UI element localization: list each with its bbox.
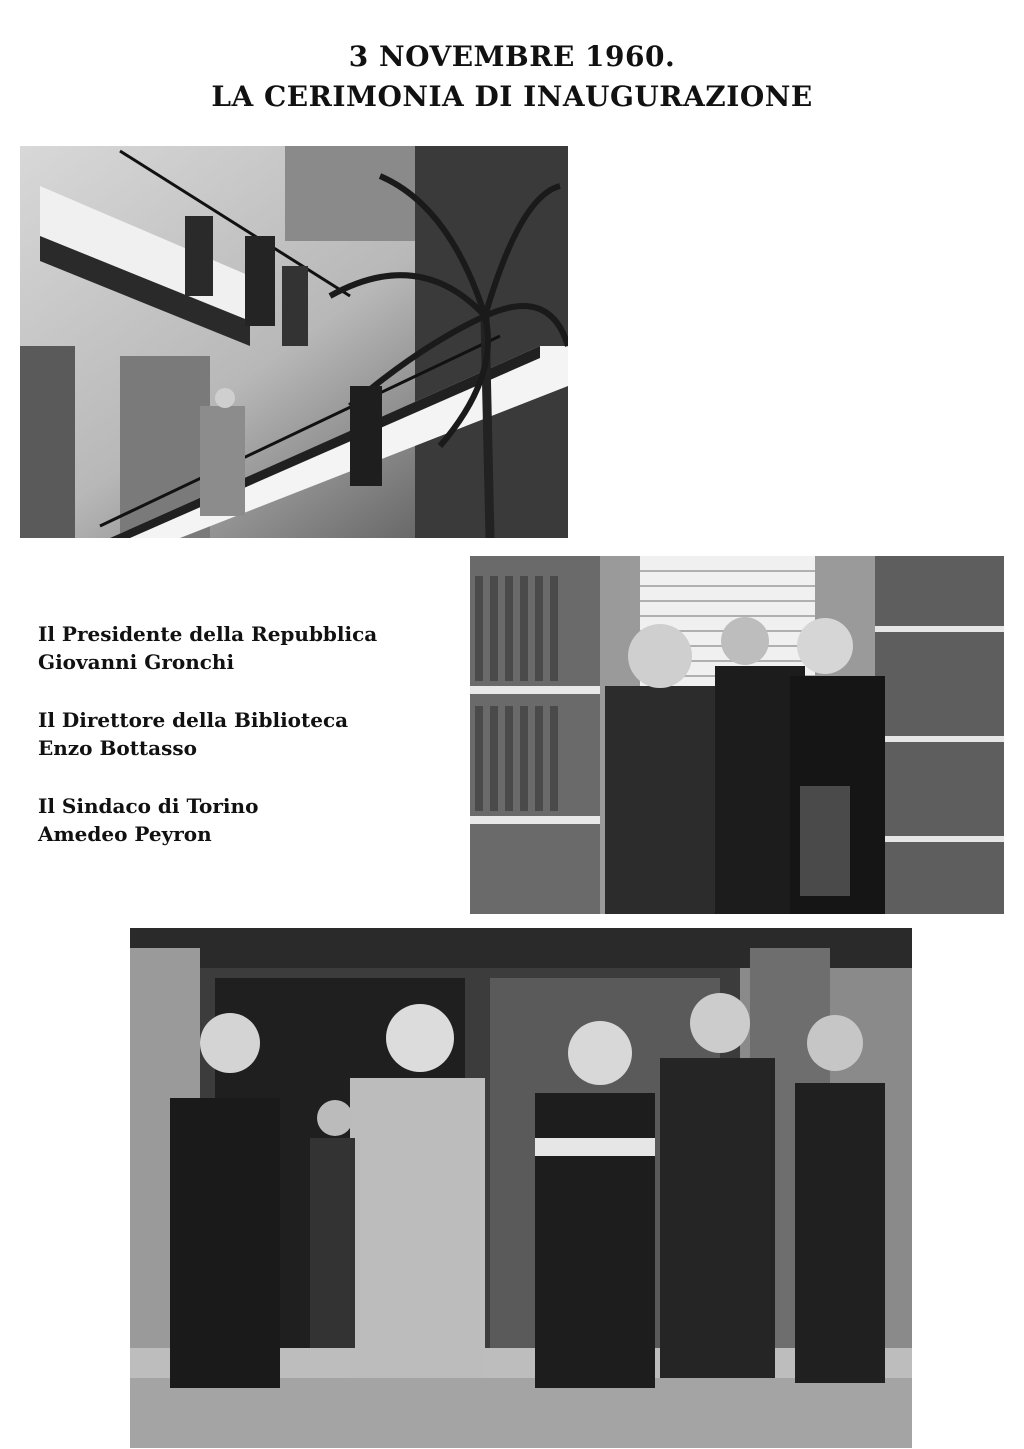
- staircase-photo: [20, 146, 568, 538]
- page-title-line-1: 3 NOVEMBRE 1960.: [348, 40, 676, 73]
- caption-director: [38, 706, 458, 762]
- caption-name: Giovanni Gronchi: [38, 650, 235, 674]
- caption-block: [38, 620, 458, 878]
- caption-mayor: [38, 792, 458, 848]
- caption-name: Enzo Bottasso: [38, 736, 197, 760]
- caption-role: Il Sindaco di Torino: [38, 794, 259, 818]
- page-title-line-2: LA CERIMONIA DI INAUGURAZIONE: [211, 80, 813, 113]
- library-photo: [470, 556, 1004, 914]
- caption-name: Amedeo Peyron: [38, 822, 212, 846]
- caption-president: [38, 620, 458, 676]
- caption-role: Il Direttore della Biblioteca: [38, 708, 349, 732]
- entrance-photo: [130, 928, 912, 1448]
- caption-role: Il Presidente della Repubblica: [38, 622, 378, 646]
